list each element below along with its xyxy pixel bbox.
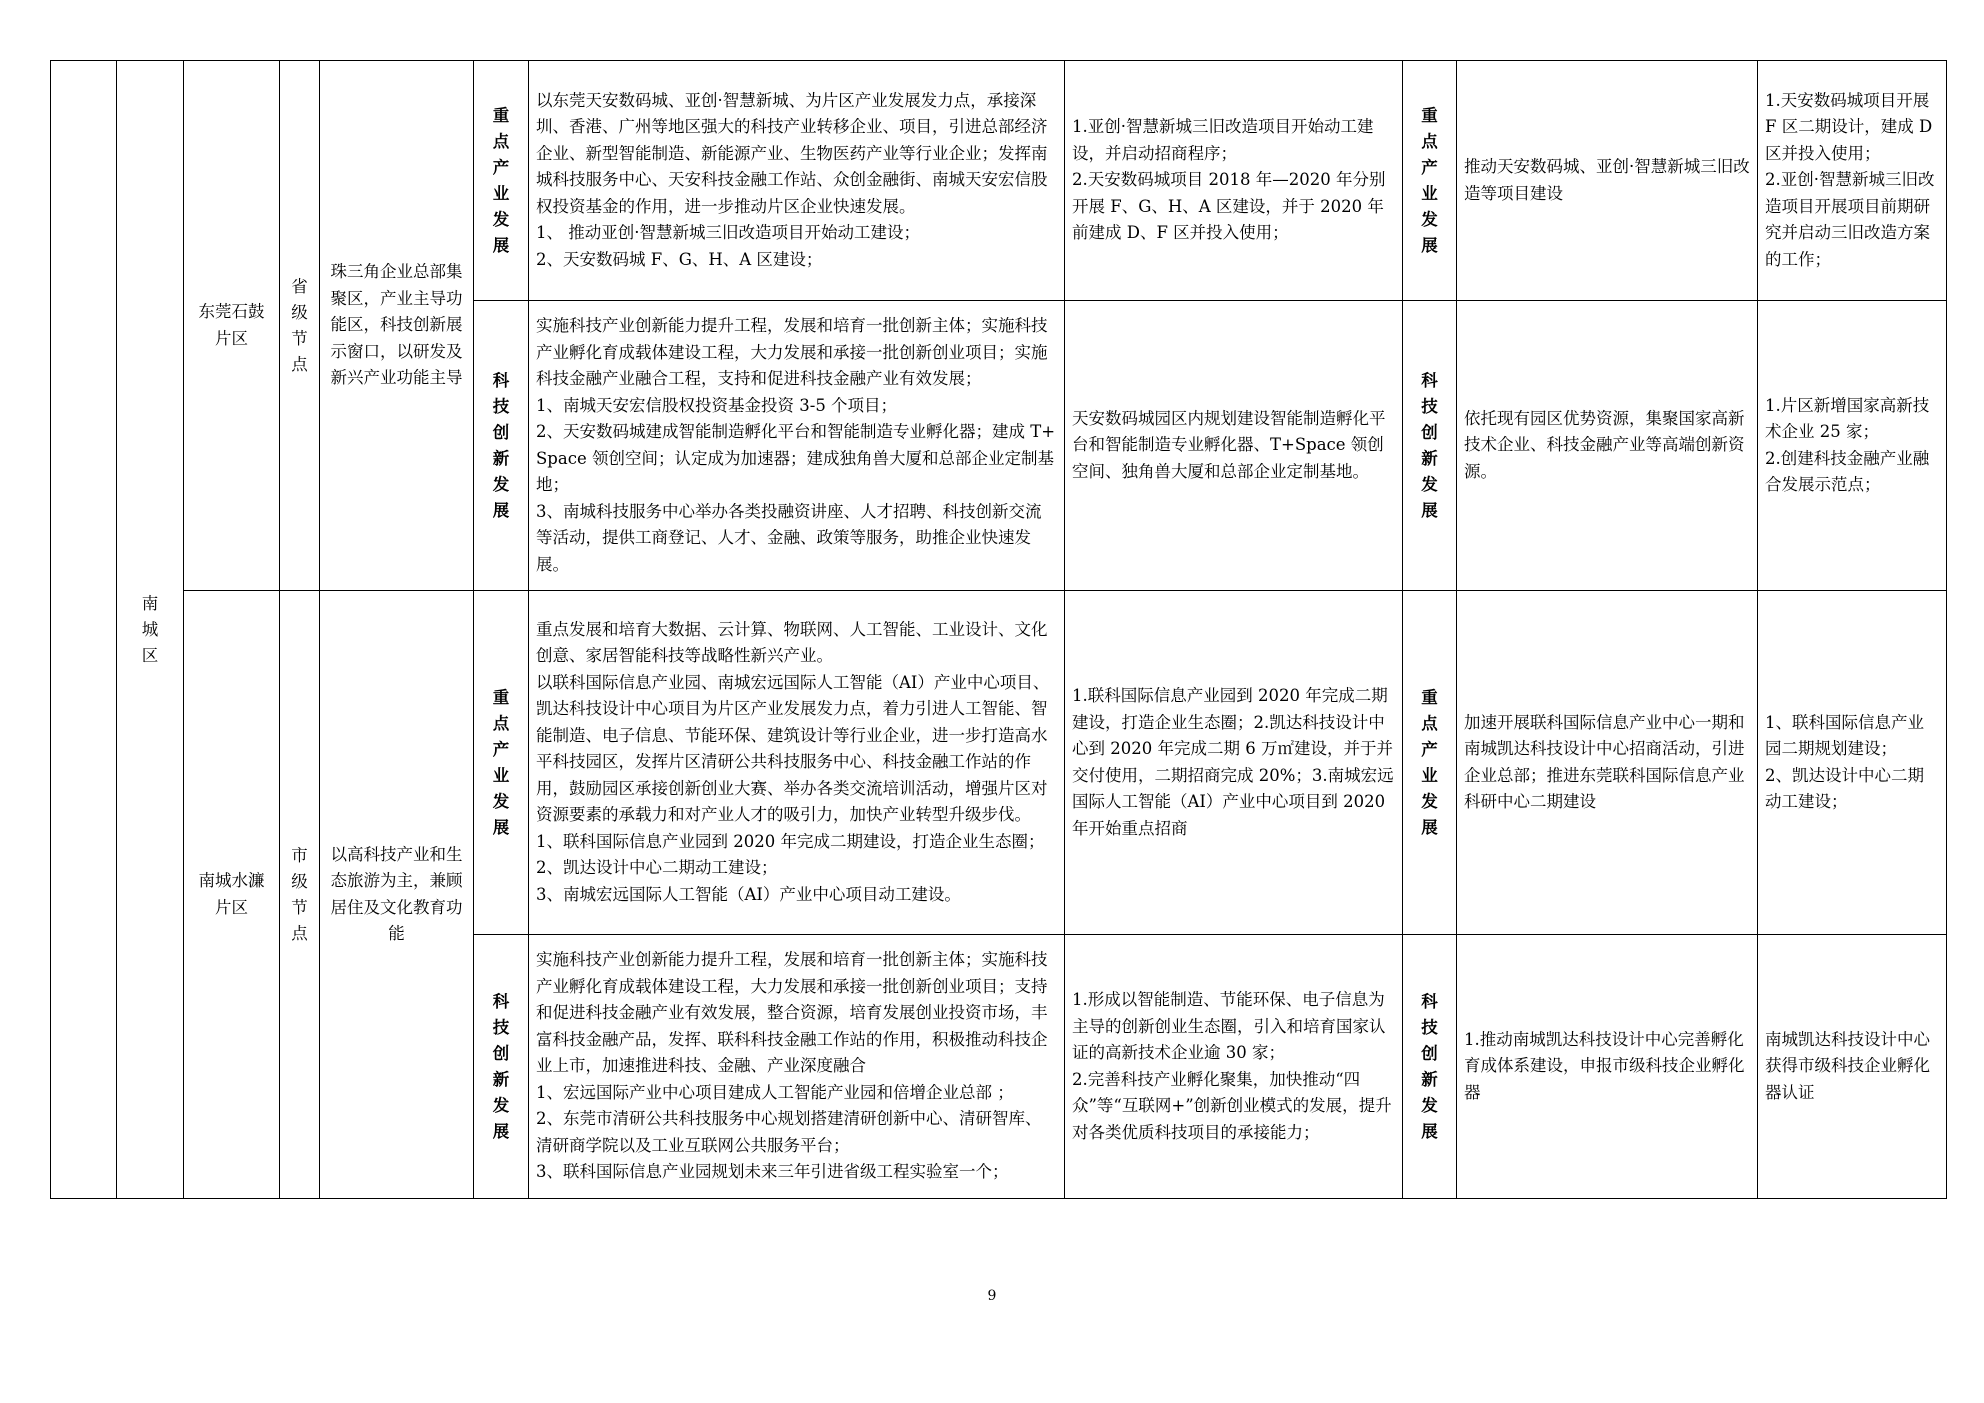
area-level: 省 级 节 点: [291, 276, 308, 374]
area-name: 东莞石鼓片区: [198, 302, 265, 348]
area-name-cell: [184, 591, 280, 1199]
page-number: 9: [987, 1288, 997, 1304]
cell-line: 1、联科国际信息产业园到 2020 年完成二期建设，打造企业生态圈；: [536, 831, 1045, 851]
plan-table: [50, 60, 1947, 1199]
cell-line: 2、凯达设计中心二期动工建设；: [536, 858, 778, 878]
category2-label: 重 点 产 业 发 展: [1421, 105, 1438, 255]
table-row: [51, 61, 1947, 301]
result-cell: [1758, 61, 1947, 301]
category-label: 重 点 产 业 发 展: [492, 105, 510, 255]
category2-label: 科 技 创 新 发 展: [1421, 370, 1438, 520]
category-label: 科 技 创 新 发 展: [492, 991, 510, 1141]
cell-line: 2.完善科技产业孵化聚集，加快推动“四众”等“互联网+”创新创业模式的发展，提升对各类优质科技项目的承接能力；: [1072, 1069, 1392, 1142]
category-label: 科 技 创 新 发 展: [492, 370, 510, 520]
district-name: 南 城 区: [141, 593, 159, 665]
table-row: [51, 591, 1947, 935]
target-cell: [1065, 61, 1403, 301]
category2-cell: [1403, 591, 1457, 935]
cell-line: 1、联科国际信息产业园二期规划建设；: [1765, 712, 1924, 758]
category2-cell: [1403, 61, 1457, 301]
measure-cell: [1457, 591, 1758, 935]
cell-line: 1.天安数码城项目开展 F 区二期设计，建成 D 区并投入使用；: [1765, 90, 1933, 163]
target-cell: [1065, 591, 1403, 935]
cell-line: 以联科国际信息产业园、南城宏远国际人工智能（AI）产业中心项目、凯达科技设计中心项目为片区产业发展发力点，着力引进人工智能、智能制造、电子信息、节能环保、建筑设计等行业企业，进一步打造高水平科技园区，发挥片区清研公共科技服务中心、科技金融工作站的作用，鼓励园区承接创新创业大赛、举办各类交流培训活动，增强片区对资源要素的承载力和对产业人才的吸引力，加快产业转型升级步伐。: [536, 672, 1050, 825]
district-cell: [117, 61, 184, 1199]
function-cell: [320, 61, 474, 591]
cell-line: 2、天安数码城 F、G、H、A 区建设；: [536, 249, 823, 269]
cell-line: 2.天安数码城项目 2018 年—2020 年分别开展 F、G、H、A 区建设，并于 2020 年前建成 D、F 区并投入使用；: [1072, 170, 1386, 243]
cell-line: 3、南城科技服务中心举办各类投融资讲座、人才招聘、科技创新交流等活动，提供工商登记、人才、金融、政策等服务，助推企业快速发展。: [536, 501, 1042, 574]
category2-cell: [1403, 301, 1457, 591]
cell-line: 1、 推动亚创·智慧新城三旧改造项目开始动工建设；: [536, 223, 920, 243]
area-level: 市 级 节 点: [291, 845, 308, 943]
area-name-cell: [184, 61, 280, 591]
content-cell: [529, 301, 1065, 591]
cell-line: 2.亚创·智慧新城三旧改造项目开展项目前期研究并启动三旧改造方案的工作；: [1765, 170, 1935, 269]
level-cell: [280, 61, 320, 591]
cell-line: 3、联科国际信息产业园规划未来三年引进省级工程实验室一个；: [536, 1162, 1009, 1182]
cell-line: 1.推动南城凯达科技设计中心完善孵化育成体系建设，申报市级科技企业孵化器: [1464, 1029, 1745, 1102]
cell-line: 1.片区新增国家高新技术企业 25 家；: [1765, 395, 1930, 441]
cell-line: 1.亚创·智慧新城三旧改造项目开始动工建设，并启动招商程序；: [1072, 117, 1374, 163]
table-body: [51, 61, 1947, 1199]
category2-label: 科 技 创 新 发 展: [1421, 991, 1438, 1141]
content-cell: [529, 61, 1065, 301]
category2-cell: [1403, 935, 1457, 1199]
measure-cell: [1457, 61, 1758, 301]
category-cell: [474, 301, 529, 591]
result-cell: [1758, 591, 1947, 935]
result-cell: [1758, 935, 1947, 1199]
cell-line: 2、东莞市清研公共科技服务中心规划搭建清研创新中心、清研智库、清研商学院以及工业互联网公共服务平台；: [536, 1109, 1042, 1155]
target-cell: [1065, 935, 1403, 1199]
measure-cell: [1457, 301, 1758, 591]
blank-cell: [51, 61, 117, 1199]
cell-line: 3、南城宏远国际人工智能（AI）产业中心项目动工建设。: [536, 884, 961, 904]
cell-line: 2、天安数码城建成智能制造孵化平台和智能制造专业孵化器；建成 T+Space 领创空间；认定成为加速器；建成独角兽大厦和总部企业定制基地；: [536, 422, 1056, 494]
cell-line: 加速开展联科国际信息产业中心一期和南城凯达科技设计中心招商活动，引进企业总部；推进东莞联科国际信息产业科研中心二期建设: [1464, 712, 1745, 811]
category2-label: 重 点 产 业 发 展: [1421, 687, 1438, 837]
cell-line: 南城凯达科技设计中心获得市级科技企业孵化器认证: [1765, 1029, 1930, 1102]
cell-line: 以东莞天安数码城、亚创·智慧新城、为片区产业发展发力点，承接深圳、香港、广州等地区强大的科技产业转移企业、项目，引进总部经济企业、新型智能制造、新能源产业、生物医药产业等行业企业；发挥南城科技服务中心、天安科技金融工作站、众创金融街、南城天安宏信股权投资基金的作用，进一步推动片区企业快速发展。: [536, 90, 1048, 216]
category-cell: [474, 61, 529, 301]
content-cell: [529, 935, 1065, 1199]
cell-line: 1、南城天安宏信股权投资基金投资 3-5 个项目；: [536, 395, 898, 415]
area-function: 以高科技产业和生态旅游为主，兼顾居住及文化教育功能: [330, 844, 463, 943]
level-cell: [280, 591, 320, 1199]
cell-line: 依托现有园区优势资源，集聚国家高新技术企业、科技金融产业等高端创新资源。: [1464, 408, 1745, 481]
target-cell: [1065, 301, 1403, 591]
category-cell: [474, 591, 529, 935]
result-cell: [1758, 301, 1947, 591]
content-cell: [529, 591, 1065, 935]
cell-line: 天安数码城园区内规划建设智能制造孵化平台和智能制造专业孵化器、T+Space 领创空间、独角兽大厦和总部企业定制基地。: [1072, 408, 1386, 481]
category-label: 重 点 产 业 发 展: [492, 687, 510, 837]
category-cell: [474, 935, 529, 1199]
area-function: 珠三角企业总部集聚区，产业主导功能区，科技创新展示窗口，以研发及新兴产业功能主导: [330, 262, 463, 388]
cell-line: 推动天安数码城、亚创·智慧新城三旧改造等项目建设: [1464, 157, 1750, 203]
cell-line: 实施科技产业创新能力提升工程，发展和培育一批创新主体；实施科技产业孵化育成载体建设工程，大力发展和承接一批创新创业项目；实施科技金融产业融合工程，支持和促进科技金融产业有效发展；: [536, 316, 1048, 388]
function-cell: [320, 591, 474, 1199]
measure-cell: [1457, 935, 1758, 1199]
cell-line: 实施科技产业创新能力提升工程，发展和培育一批创新主体；实施科技产业孵化育成载体建设工程，大力发展和承接一批创新创业项目；支持和促进科技金融产业有效发展，整合资源，培育发展创业投资市场，丰富科技金融产品，发挥、联科科技金融工作站的作用，积极推动科技企业上市，加速推进科技、金融、产业深度融合: [536, 950, 1048, 1076]
cell-line: 2、凯达设计中心二期动工建设；: [1765, 765, 1924, 811]
area-name: 南城水濂片区: [198, 871, 265, 917]
cell-line: 2.创建科技金融产业融合发展示范点；: [1765, 448, 1930, 494]
cell-line: 1、宏远国际产业中心项目建成人工智能产业园和倍增企业总部 ；: [536, 1082, 1014, 1102]
cell-line: 1.形成以智能制造、节能环保、电子信息为主导的创新创业生态圈，引入和培育国家认证的高新技术企业逾 30 家；: [1072, 990, 1386, 1062]
cell-line: 重点发展和培育大数据、云计算、物联网、人工智能、工业设计、文化创意、家居智能科技等战略性新兴产业。: [536, 619, 1048, 666]
cell-line: 1.联科国际信息产业园到 2020 年完成二期建设，打造企业生态圈；2.凯达科技设计中心到 2020 年完成二期 6 万㎡建设，并于并交付使用，二期招商完成 20%；3.南城宏远国际人工智能（AI）产业中心项目到 2020 年开始重点招商: [1072, 686, 1394, 838]
